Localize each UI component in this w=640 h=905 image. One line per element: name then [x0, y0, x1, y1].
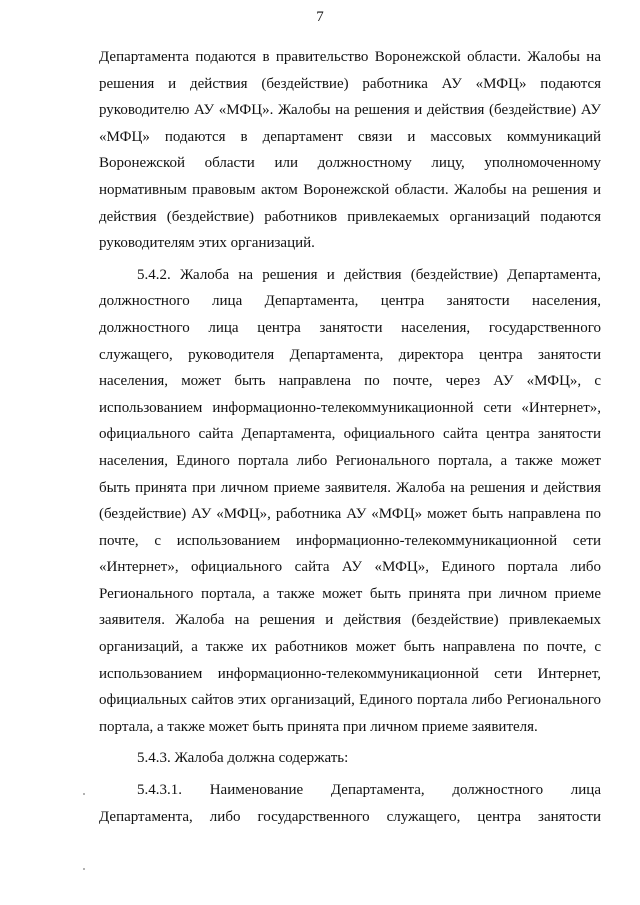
text-line: почте, с использованием информационно-телекоммуникационной сети	[99, 532, 601, 549]
text-line: 5.4.2. Жалоба на решения и действия (бездействие) Департамента,	[137, 266, 601, 283]
paragraph-5-4-3-1	[99, 777, 601, 830]
text-line: действия (бездействие) работников привлекаемых организаций подаются	[99, 208, 601, 225]
text-line: Департамента подаются в правительство Воронежской области. Жалобы на	[99, 49, 601, 65]
text-line: Департамента, либо государственного служащего, центра занятости	[99, 808, 601, 825]
text-line: использованием информационно-телекоммуникационной сети «Интернет»,	[99, 399, 601, 416]
text-line: населения, Единого портала либо Регионального портала, а также может	[99, 452, 601, 469]
text-line: организаций, а также их работников может быть направлена по почте, с	[99, 639, 601, 656]
text-line: служащего, руководителя Департамента, директора центра занятости	[99, 346, 601, 363]
text-line: руководителю АУ «МФЦ». Жалобы на решения и действия (бездействие) АУ	[99, 102, 601, 119]
text-line: использованием информационно-телекоммуникационной сети Интернет,	[99, 665, 601, 682]
text-line: заявителя. Жалоба на решения и действия (бездействие) привлекаемых	[99, 612, 601, 629]
text-line: нормативным правовым актом Воронежской области. Жалобы на решения и	[99, 181, 601, 198]
page-number: 7	[316, 9, 324, 25]
scan-speck	[83, 868, 85, 870]
text-line: Воронежской области или должностному лицу, уполномоченному	[99, 155, 601, 172]
text-line: «МФЦ» подаются в департамент связи и массовых коммуникаций	[99, 128, 601, 145]
text-line: (бездействие) АУ «МФЦ», работника АУ «МФЦ» может быть направлена по	[99, 506, 601, 523]
text-line: 5.4.3. Жалоба должна содержать:	[137, 750, 349, 767]
text-line: должностного лица центра занятости населения, государственного	[99, 319, 601, 336]
scan-speck	[83, 793, 85, 795]
paragraph-complaint-routing	[99, 44, 601, 257]
text-line: портала, а также может быть принята при личном приеме заявителя.	[99, 718, 538, 735]
text-line: «Интернет», официального сайта АУ «МФЦ», Единого портала либо	[99, 559, 601, 576]
text-line: 5.4.3.1. Наименование Департамента, должностного лица	[137, 782, 601, 799]
text-line: Регионального портала, а также может быть принята при личном приеме	[99, 585, 601, 602]
paragraph-5-4-3	[99, 745, 601, 772]
text-line: руководителям этих организаций.	[99, 235, 315, 252]
text-line: официального сайта Департамента, официального сайта центра занятости	[99, 426, 601, 443]
paragraph-5-4-2	[99, 262, 601, 741]
text-line: быть принята при личном приеме заявителя. Жалоба на решения и действия	[99, 479, 601, 496]
text-line: официальных сайтов этих организаций, Единого портала либо Регионального	[99, 692, 601, 709]
text-line: должностного лица Департамента, центра занятости населения,	[99, 293, 601, 310]
text-line: населения, может быть направлена по почте, через АУ «МФЦ», с	[99, 373, 601, 390]
text-line: решения и действия (бездействие) работника АУ «МФЦ» подаются	[99, 75, 601, 92]
document-body	[99, 44, 601, 830]
